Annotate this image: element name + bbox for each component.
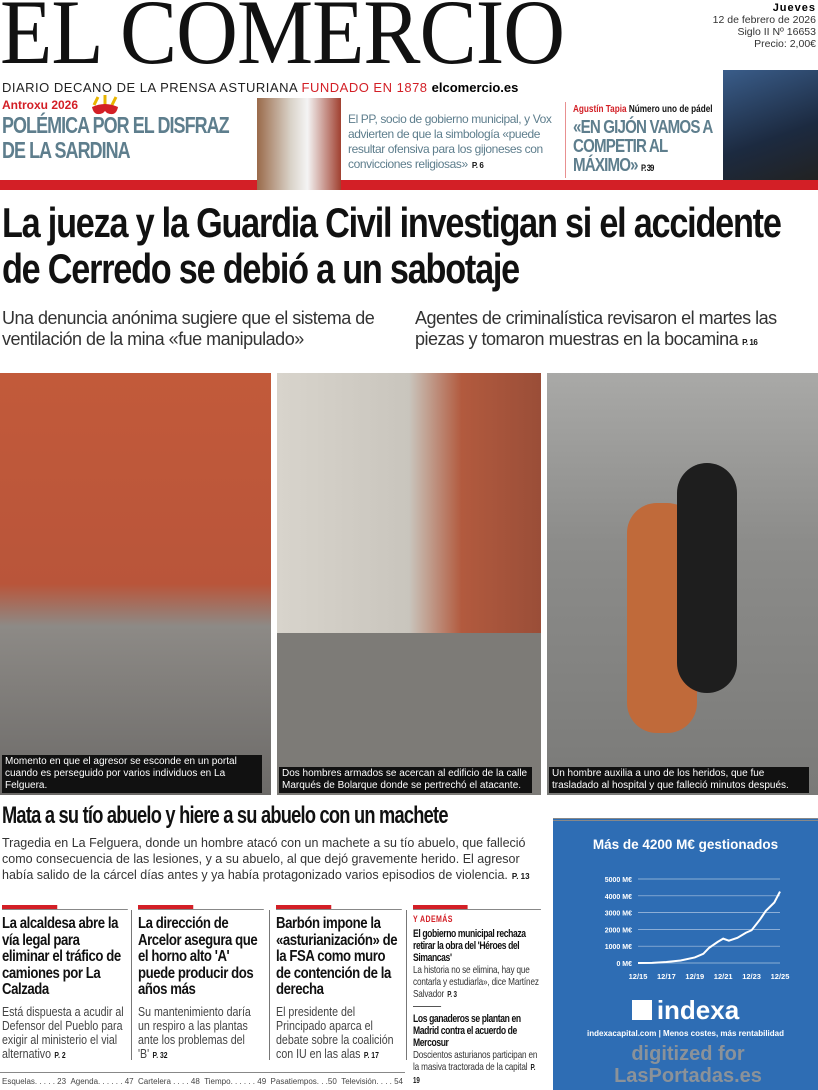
y-tick-label: 1000 M€ (604, 944, 632, 952)
lead-headline[interactable]: La jueza y la Guardia Civil investigan si el accidente de Cerredo se debió a un sabotaje (2, 199, 781, 292)
divider (269, 910, 270, 1060)
teaser-kicker2: Número uno de pádel (628, 103, 713, 115)
ademas-text: Doscientos asturianos participan en la masiva tractorada de la capital (413, 1049, 538, 1073)
photo-caption: Un hombre auxilia a uno de los heridos, que fue trasladado al hospital y que falleció minutos después. (549, 767, 809, 793)
date: 12 de febrero de 2026 (712, 14, 816, 26)
masthead-logo: EL COMERCIO (0, 0, 565, 83)
y-tick-label: 2000 M€ (604, 927, 632, 935)
photo-caption: Momento en que el agresor se esconde en un portal cuando es perseguido por varios individuos en La Felguera. (2, 755, 262, 793)
site-link[interactable]: elcomercio.es (431, 80, 519, 95)
photo-injured (547, 373, 818, 795)
y-tick-label: 4000 M€ (604, 893, 632, 901)
column-text: Su mantenimiento daría un respiro a las plantas ante los problemas del 'B' (138, 1004, 251, 1061)
index-item[interactable]: Agenda. . . . . . 47 (70, 1077, 134, 1086)
price: Precio: 2,00€ (754, 38, 816, 50)
page-ref: P. 6 (471, 161, 484, 170)
carnival-mask-icon (90, 95, 120, 117)
ademas-label: Y ADEMÁS (413, 914, 453, 924)
page-ref: P. 13 (511, 872, 530, 881)
tagline (2, 80, 518, 95)
teaser-kicker: Agustín Tapia (573, 103, 627, 115)
tapia-photo (723, 70, 818, 180)
page-ref: P. 39 (641, 163, 654, 173)
x-tick-label: 12/19 (685, 972, 705, 981)
issue: Siglo II Nº 16653 (737, 26, 816, 38)
ademas-title[interactable]: El gobierno municipal rechaza retirar la obra del 'Héroes del Simancas' (413, 928, 526, 964)
divider (131, 910, 132, 1060)
deck-right (415, 308, 818, 353)
index-bar (0, 1072, 405, 1090)
page-ref: P. 2 (54, 1050, 66, 1060)
photo-caption: Dos hombres armados se acercan al edificio de la calle Marqués de Bolarque donde se pertrechó el atacante. (279, 767, 532, 793)
column-title: Barbón impone la «asturianización» de la FSA como muro de contención de la derecha (276, 915, 398, 998)
deck-right-text: Agentes de criminalística revisaron el martes las piezas y tomaron muestras en la bocamina (415, 308, 777, 349)
column-story[interactable] (2, 905, 128, 1063)
teaser-text (348, 112, 560, 173)
sardina-photo (257, 98, 341, 190)
index-item[interactable]: Esquelas. . . . . 23 (2, 1077, 67, 1086)
ademas-text: La historia no se elimina, hay que contarla y estudiarla», dice Martínez Salvador (413, 964, 539, 1000)
column-story[interactable] (276, 905, 402, 1063)
index-item[interactable]: Televisión. . . . 54 (341, 1077, 403, 1086)
ad-footer: indexacapital.com | Menos costes, más rentabilidad (587, 1029, 784, 1038)
x-tick-label: 12/21 (713, 972, 733, 981)
photo-felguera (0, 373, 271, 795)
day: Jueves (772, 2, 816, 14)
watermark: digitized for LasPortadas.es (614, 1043, 762, 1087)
indexa-ad[interactable] (553, 818, 818, 1090)
teaser-kicker: Antroxu 2026 (2, 98, 79, 112)
x-tick-label: 12/23 (742, 972, 761, 981)
page-ref: P. 16 (742, 338, 758, 347)
ad-title: Más de 4200 M€ gestionados (592, 837, 779, 852)
founded-text: FUNDADO EN 1878 (301, 80, 428, 95)
index-item[interactable]: Tiempo. . . . . . 49 (204, 1077, 267, 1086)
ademas-section (413, 905, 541, 1087)
divider (565, 102, 566, 178)
second-headline[interactable]: Mata a su tío abuelo y hiere a su abuelo con un machete (2, 802, 448, 829)
page-ref: P. 17 (363, 1050, 379, 1060)
red-band (0, 180, 818, 190)
column-title: La alcaldesa abre la vía legal para eliminar el tráfico de camiones por La Calzada (2, 915, 121, 998)
page-ref: P. 3 (447, 990, 457, 999)
second-body (2, 835, 532, 885)
x-tick-label: 12/15 (628, 972, 648, 981)
second-body-text: Tragedia en La Felguera, donde un hombre atacó con un machete a su tío abuelo, que falleció como consecuencia de las lesiones, y a su abuelo, al que dejó gravemente herido. El agresor había salido de la cárcel días antes y ya había protagonizado varios episodios de violencia. (2, 836, 526, 882)
indexa-logo-icon (632, 1000, 652, 1020)
column-text: El presidente del Principado aparca el debate sobre la coalición con IU en las alas (276, 1004, 394, 1061)
y-tick-label: 3000 M€ (604, 910, 632, 918)
ad-chart (553, 865, 818, 993)
x-tick-label: 12/17 (657, 972, 676, 981)
page-ref: P. 32 (152, 1050, 168, 1060)
brand-logo (553, 995, 818, 1025)
teaser-tapia[interactable] (573, 103, 721, 178)
tagline-text: DIARIO DECANO DE LA PRENSA ASTURIANA (2, 80, 298, 95)
y-tick-label: 0 M€ (616, 961, 632, 968)
ademas-title[interactable]: Los ganaderos se plantan en Madrid contra el acuerdo de Mercosur (413, 1013, 521, 1049)
photo-armed-men (277, 373, 541, 795)
series-line (638, 892, 780, 963)
deck-left: Una denuncia anónima sugiere que el sistema de ventilación de la mina «fue manipulado» (2, 308, 375, 349)
x-tick-label: 12/25 (770, 972, 790, 981)
teaser-title: POLÉMICA POR EL DISFRAZ DE LA SARDINA (2, 112, 229, 163)
teaser-body: El PP, socio de gobierno municipal, y Vox advierten de que la simbología «puede resultar ofensiva para los gijoneses con convicciones religiosas» (348, 112, 552, 171)
index-item[interactable]: Cartelera . . . . 48 (137, 1077, 200, 1086)
column-text: Está dispuesta a acudir al Defensor del Pueblo para exigir al ministerio el vial alternativo (2, 1004, 124, 1061)
y-tick-label: 5000 M€ (604, 877, 632, 884)
index-item[interactable]: Pasatiempos. . .50 (270, 1077, 337, 1086)
teaser-antroxu[interactable] (2, 98, 254, 163)
brand-name: indexa (656, 995, 740, 1025)
teaser-title: «EN GIJÓN VAMOS A COMPETIR AL MÁXIMO» (573, 117, 712, 175)
column-title: La dirección de Arcelor asegura que el horno alto 'A' puede producir dos años más (138, 915, 258, 998)
page-ref: P. 19 (413, 1063, 536, 1085)
column-story[interactable] (138, 905, 264, 1063)
date-block (713, 2, 816, 50)
divider (406, 910, 407, 1060)
